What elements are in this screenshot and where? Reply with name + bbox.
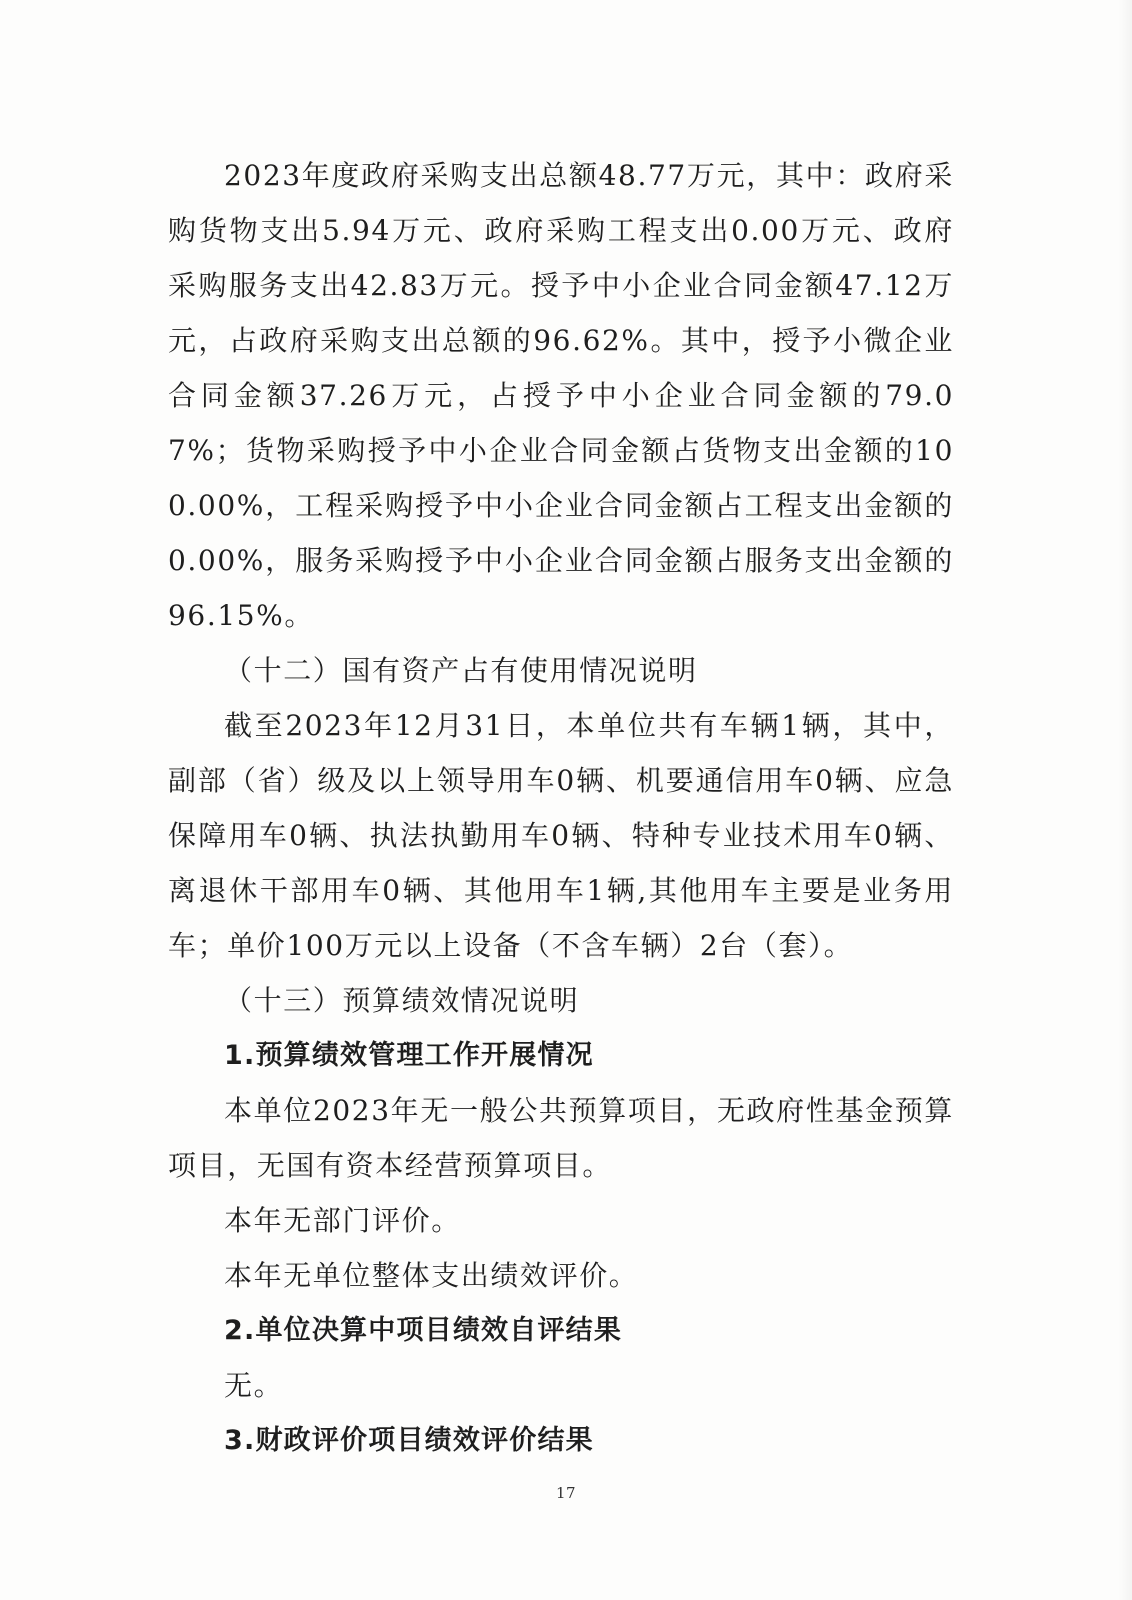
paragraph-no-overall-evaluation: 本年无单位整体支出绩效评价。 xyxy=(224,1259,639,1292)
paragraph-none: 无。 xyxy=(224,1369,284,1402)
subheading-self-evaluation-results: 2.单位决算中项目绩效自评结果 xyxy=(224,1315,623,1346)
page-number: 17 xyxy=(555,1484,577,1502)
subheading-finance-evaluation-results: 3.财政评价项目绩效评价结果 xyxy=(224,1425,594,1456)
paragraph-procurement-summary: 2023年度政府采购支出总额48.77万元，其中：政府采购货物支出5.94万元、政府采购工程支出0.00万元、政府采购服务支出42.83万元。授予中小企业合同金额47.12万元，占政府采购支出总额的96.62%。其中，授予小微企业合同金额37.26万元，占授予中小企业合同金额的79.07%；货物采购授予中小企业合同金额占货物支出金额的100.00%，工程采购授予中小企业合同金额占工程支出金额的0.00%，服务采购授予中小企业合同金额占服务支出金额的96.15%。 xyxy=(168,159,954,632)
paragraph-vehicle-assets: 截至2023年12月31日，本单位共有车辆1辆，其中，副部（省）级及以上领导用车0辆、机要通信用车0辆、应急保障用车0辆、执法执勤用车0辆、特种专业技术用车0辆、离退休干部用车0辆、其他用车1辆,其他用车主要是业务用车；单价100万元以上设备（不含车辆）2台（套）。 xyxy=(168,709,954,962)
section-heading-budget-performance: （十三）预算绩效情况说明 xyxy=(224,984,580,1017)
document-body xyxy=(168,148,954,1468)
section-heading-state-assets: （十二）国有资产占有使用情况说明 xyxy=(224,654,698,687)
subheading-performance-management: 1.预算绩效管理工作开展情况 xyxy=(224,1040,594,1071)
paragraph-no-department-evaluation: 本年无部门评价。 xyxy=(224,1204,461,1237)
paragraph-no-budget-projects: 本单位2023年无一般公共预算项目，无政府性基金预算项目，无国有资本经营预算项目。 xyxy=(168,1094,954,1182)
